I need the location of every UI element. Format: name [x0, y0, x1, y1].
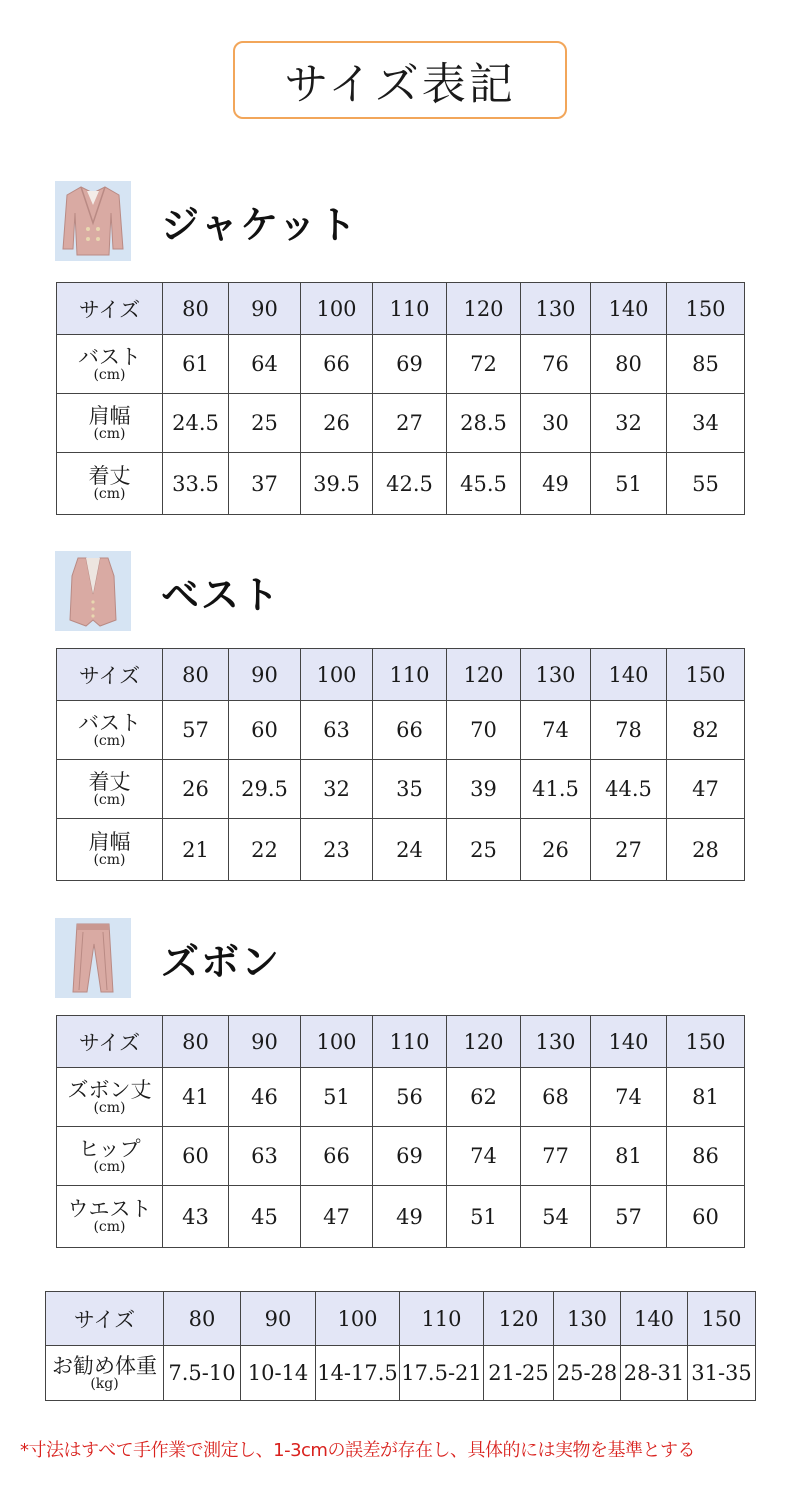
value-cell: 47 [667, 760, 745, 819]
value-cell: 31-35 [688, 1346, 756, 1401]
value-cell: 45.5 [447, 453, 521, 515]
jacket-thumbnail [55, 181, 131, 261]
row-label: 着丈 (cm) [57, 453, 163, 515]
size-cell: 90 [229, 1016, 301, 1068]
value-cell: 69 [373, 335, 447, 394]
size-cell: 100 [301, 1016, 373, 1068]
size-cell: 110 [373, 649, 447, 701]
size-cell: 150 [667, 1016, 745, 1068]
size-cell: 140 [591, 649, 667, 701]
value-cell: 49 [373, 1186, 447, 1248]
value-cell: 60 [163, 1127, 229, 1186]
value-cell: 51 [591, 453, 667, 515]
size-cell: 80 [163, 649, 229, 701]
value-cell: 85 [667, 335, 745, 394]
pants-size-table [56, 1015, 745, 1248]
header-label: サイズ [57, 1016, 163, 1068]
value-cell: 51 [301, 1068, 373, 1127]
size-cell: 120 [484, 1292, 554, 1346]
value-cell: 32 [301, 760, 373, 819]
value-cell: 78 [591, 701, 667, 760]
table-row [57, 760, 745, 819]
value-cell: 86 [667, 1127, 745, 1186]
size-cell: 140 [621, 1292, 688, 1346]
size-cell: 140 [591, 1016, 667, 1068]
header-label: サイズ [57, 649, 163, 701]
row-label: 肩幅 (cm) [57, 394, 163, 453]
value-cell: 82 [667, 701, 745, 760]
value-cell: 77 [521, 1127, 591, 1186]
table-row [57, 1068, 745, 1127]
size-cell: 100 [301, 649, 373, 701]
size-cell: 100 [301, 283, 373, 335]
value-cell: 28 [667, 819, 745, 881]
value-cell: 34 [667, 394, 745, 453]
section-title: ズボン [161, 939, 282, 984]
value-cell: 41.5 [521, 760, 591, 819]
size-cell: 110 [373, 283, 447, 335]
value-cell: 30 [521, 394, 591, 453]
table-row [57, 335, 745, 394]
size-cell: 130 [554, 1292, 621, 1346]
jacket-section-header [55, 181, 358, 261]
value-cell: 81 [667, 1068, 745, 1127]
value-cell: 26 [301, 394, 373, 453]
size-cell: 120 [447, 283, 521, 335]
value-cell: 55 [667, 453, 745, 515]
value-cell: 25-28 [554, 1346, 621, 1401]
size-cell: 150 [667, 649, 745, 701]
size-cell: 80 [164, 1292, 241, 1346]
value-cell: 47 [301, 1186, 373, 1248]
table-row [57, 701, 745, 760]
value-cell: 68 [521, 1068, 591, 1127]
row-label: ズボン丈 (cm) [57, 1068, 163, 1127]
value-cell: 74 [591, 1068, 667, 1127]
value-cell: 66 [301, 335, 373, 394]
value-cell: 63 [229, 1127, 301, 1186]
value-cell: 39.5 [301, 453, 373, 515]
value-cell: 44.5 [591, 760, 667, 819]
vest-size-table [56, 648, 745, 881]
value-cell: 64 [229, 335, 301, 394]
value-cell: 39 [447, 760, 521, 819]
header-label: サイズ [57, 283, 163, 335]
row-label: バスト (cm) [57, 701, 163, 760]
jacket-icon [61, 183, 125, 259]
size-cell: 90 [241, 1292, 316, 1346]
value-cell: 60 [229, 701, 301, 760]
value-cell: 17.5-21 [400, 1346, 484, 1401]
value-cell: 37 [229, 453, 301, 515]
value-cell: 33.5 [163, 453, 229, 515]
value-cell: 14-17.5 [316, 1346, 400, 1401]
value-cell: 28.5 [447, 394, 521, 453]
section-title: ベスト [161, 572, 282, 617]
size-cell: 90 [229, 649, 301, 701]
value-cell: 69 [373, 1127, 447, 1186]
value-cell: 24.5 [163, 394, 229, 453]
vest-thumbnail [55, 551, 131, 631]
weight-table [45, 1291, 756, 1401]
value-cell: 27 [373, 394, 447, 453]
value-cell: 10-14 [241, 1346, 316, 1401]
value-cell: 61 [163, 335, 229, 394]
value-cell: 81 [591, 1127, 667, 1186]
value-cell: 29.5 [229, 760, 301, 819]
section-title: ジャケット [161, 202, 359, 247]
value-cell: 57 [163, 701, 229, 760]
value-cell: 42.5 [373, 453, 447, 515]
size-cell: 130 [521, 1016, 591, 1068]
value-cell: 46 [229, 1068, 301, 1127]
size-cell: 120 [447, 1016, 521, 1068]
size-cell: 130 [521, 283, 591, 335]
value-cell: 24 [373, 819, 447, 881]
value-cell: 35 [373, 760, 447, 819]
value-cell: 28-31 [621, 1346, 688, 1401]
value-cell: 25 [229, 394, 301, 453]
pants-icon [65, 920, 121, 996]
value-cell: 23 [301, 819, 373, 881]
table-header-row [57, 1016, 745, 1068]
value-cell: 27 [591, 819, 667, 881]
value-cell: 21-25 [484, 1346, 554, 1401]
table-row [57, 394, 745, 453]
row-label: 着丈 (cm) [57, 760, 163, 819]
value-cell: 70 [447, 701, 521, 760]
row-label: お勧め体重 (kg) [46, 1346, 164, 1401]
value-cell: 7.5-10 [164, 1346, 241, 1401]
vest-icon [64, 554, 122, 628]
size-cell: 130 [521, 649, 591, 701]
row-label: ヒップ (cm) [57, 1127, 163, 1186]
page-title: サイズ表記 [233, 41, 567, 119]
value-cell: 57 [591, 1186, 667, 1248]
table-header-row [57, 283, 745, 335]
table-row [57, 453, 745, 515]
value-cell: 26 [521, 819, 591, 881]
value-cell: 62 [447, 1068, 521, 1127]
value-cell: 72 [447, 335, 521, 394]
jacket-size-table [56, 282, 745, 515]
header-label: サイズ [46, 1292, 164, 1346]
value-cell: 26 [163, 760, 229, 819]
size-cell: 90 [229, 283, 301, 335]
value-cell: 66 [301, 1127, 373, 1186]
value-cell: 25 [447, 819, 521, 881]
size-cell: 80 [163, 283, 229, 335]
pants-thumbnail [55, 918, 131, 998]
size-cell: 150 [667, 283, 745, 335]
value-cell: 41 [163, 1068, 229, 1127]
value-cell: 49 [521, 453, 591, 515]
table-row [46, 1346, 756, 1401]
value-cell: 56 [373, 1068, 447, 1127]
table-header-row [57, 649, 745, 701]
value-cell: 43 [163, 1186, 229, 1248]
value-cell: 60 [667, 1186, 745, 1248]
vest-section-header [55, 551, 281, 631]
size-cell: 80 [163, 1016, 229, 1068]
value-cell: 74 [521, 701, 591, 760]
value-cell: 63 [301, 701, 373, 760]
value-cell: 22 [229, 819, 301, 881]
value-cell: 74 [447, 1127, 521, 1186]
measurement-footnote: *寸法はすべて手作業で測定し、1-3cmの誤差が存在し、具体的には実物を基準とする [20, 1440, 695, 1461]
size-cell: 100 [316, 1292, 400, 1346]
value-cell: 80 [591, 335, 667, 394]
value-cell: 21 [163, 819, 229, 881]
size-cell: 110 [373, 1016, 447, 1068]
row-label: ウエスト (cm) [57, 1186, 163, 1248]
value-cell: 32 [591, 394, 667, 453]
size-cell: 120 [447, 649, 521, 701]
pants-section-header [55, 918, 281, 998]
size-cell: 110 [400, 1292, 484, 1346]
table-row [57, 1186, 745, 1248]
size-cell: 140 [591, 283, 667, 335]
table-row [57, 1127, 745, 1186]
value-cell: 66 [373, 701, 447, 760]
size-cell: 150 [688, 1292, 756, 1346]
table-header-row [46, 1292, 756, 1346]
value-cell: 54 [521, 1186, 591, 1248]
row-label: 肩幅 (cm) [57, 819, 163, 881]
value-cell: 51 [447, 1186, 521, 1248]
table-row [57, 819, 745, 881]
value-cell: 45 [229, 1186, 301, 1248]
row-label: バスト (cm) [57, 335, 163, 394]
value-cell: 76 [521, 335, 591, 394]
